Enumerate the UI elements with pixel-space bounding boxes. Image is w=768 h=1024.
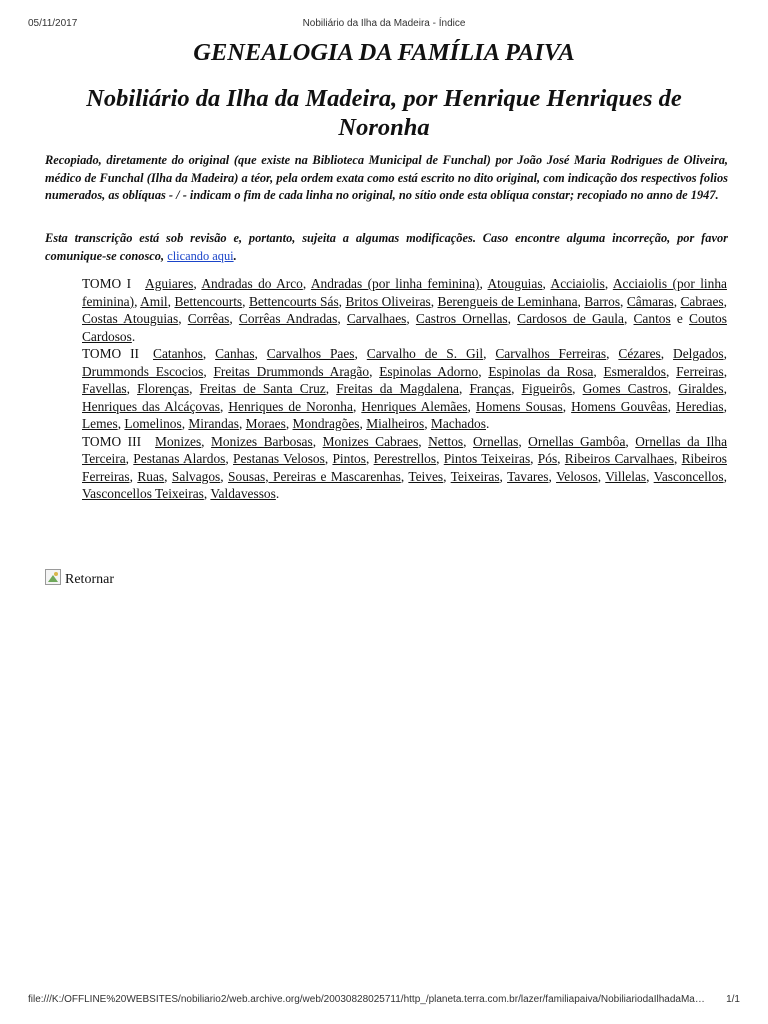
family-link[interactable]: Henriques de Noronha — [228, 398, 353, 414]
family-link[interactable]: Velosos — [556, 468, 598, 484]
tomo-label: TOMO I — [82, 276, 132, 291]
family-link[interactable]: Cantos — [633, 311, 671, 326]
family-link[interactable]: Cézares — [618, 346, 661, 361]
family-link[interactable]: Canhas — [215, 346, 255, 361]
tomo-label: TOMO III — [82, 433, 142, 449]
family-link[interactable]: Villelas — [605, 468, 647, 484]
family-link[interactable]: Mondragões — [292, 416, 360, 431]
family-link[interactable]: Giraldes — [678, 381, 724, 396]
family-link[interactable]: Acciaiolis (por linha feminina) — [82, 276, 727, 309]
family-link[interactable]: Ornellas — [472, 433, 519, 449]
family-link[interactable]: Carvalhaes — [346, 311, 407, 326]
family-link[interactable]: Mirandas — [188, 416, 239, 431]
family-link[interactable]: Freitas de Santa Cruz — [199, 381, 326, 396]
tomo-index — [82, 275, 727, 503]
tomo-label: TOMO II — [82, 346, 140, 361]
family-link[interactable]: Espinolas Adorno — [379, 363, 479, 379]
revision-notice-end: . — [233, 248, 237, 263]
print-url: file:///K:/OFFLINE%20WEBSITES/nobiliario2/web.archive.org/web/20030828025711/http_/planeta.terra.com.br/lazer/familiapaiva/NobiliariodaIlhadaMa… — [28, 994, 705, 1005]
family-link[interactable]: Bettencourts — [174, 293, 243, 309]
family-link[interactable]: Tavares — [507, 468, 549, 484]
family-link[interactable]: Castros Ornellas — [415, 311, 508, 326]
family-link[interactable]: Ribeiros Ferreiras — [82, 451, 727, 484]
page-title: GENEALOGIA DA FAMÍLIA PAIVA — [193, 39, 575, 66]
family-link[interactable]: Gomes Castros — [582, 381, 668, 396]
family-link[interactable]: Esmeraldos — [603, 363, 666, 379]
family-link[interactable]: Espinolas da Rosa — [488, 363, 594, 379]
family-link[interactable]: Britos Oliveiras — [345, 293, 431, 309]
family-link[interactable]: Teixeiras — [450, 468, 500, 484]
family-link[interactable]: Perestrellos — [373, 451, 437, 466]
family-link[interactable]: Salvagos — [171, 468, 221, 484]
family-link[interactable]: Pestanas Alardos — [133, 451, 226, 466]
tomo-block: TOMO II Catanhos, Canhas, Carvalhos Paes, Carvalho de S. Gil, Carvalhos Ferreiras, Cézares, Delgados, Drummonds Escocios, Freitas Drummonds Aragão, Espinolas Adorno, Espinolas da Rosa, Esmeraldos, Ferreiras, Favellas, Florenças, Freitas de Santa Cruz, Freitas da Magdalena, Franças, Figueirôs, Gomes Castros, Giraldes, Henriques das Alcáçovas, Henriques de Noronha, Henriques Alemães, Homens Sousas, Homens Gouvêas, Heredias, Lemes, Lomelinos, Mirandas, Moraes, Mondragões, Mialheiros, Machados. — [82, 346, 728, 431]
family-link[interactable]: Andradas do Arco — [201, 276, 303, 291]
family-link[interactable]: Catanhos — [153, 346, 203, 361]
family-link[interactable]: Lomelinos — [124, 416, 182, 431]
family-link[interactable]: Sousas, Pereiras e Mascarenhas — [228, 468, 401, 484]
family-link[interactable]: Heredias — [676, 398, 724, 414]
page-subtitle: Nobiliário da Ilha da Madeira, por Henrique Henriques de Noronha — [86, 85, 682, 141]
family-link[interactable]: Freitas Drummonds Aragão — [213, 363, 370, 379]
broken-image-icon[interactable] — [45, 569, 61, 585]
print-page-number: 1/1 — [726, 994, 740, 1005]
retornar-link[interactable] — [45, 572, 114, 588]
family-link[interactable]: Drummonds Escocios — [82, 363, 204, 379]
family-link[interactable]: Câmaras — [626, 293, 674, 309]
family-link[interactable]: Henriques das Alcáçovas — [82, 398, 220, 414]
family-link[interactable]: Pintos Teixeiras — [443, 451, 531, 466]
family-link[interactable]: Nettos — [428, 433, 464, 449]
contact-link[interactable]: clicando aqui — [167, 248, 234, 263]
revision-notice-text: Esta transcrição está sob revisão e, portanto, sujeita a algumas modificações. Caso encontre alguma incorreção, por favor comunique-se conosco, — [45, 231, 728, 263]
print-page-title: Nobiliário da Ilha da Madeira - Índice — [302, 18, 466, 29]
print-header — [28, 18, 740, 32]
family-link[interactable]: Carvalhos Paes — [266, 346, 355, 361]
family-link[interactable]: Carvalhos Ferreiras — [495, 346, 607, 361]
family-link[interactable]: Corrêas Andradas — [238, 311, 338, 326]
family-link[interactable]: Andradas (por linha feminina) — [310, 276, 480, 291]
family-link[interactable]: Costas Atouguias — [82, 311, 179, 326]
family-link[interactable]: Favellas — [82, 381, 127, 396]
family-link[interactable]: Carvalho de S. Gil — [366, 346, 484, 361]
family-link[interactable]: Freitas da Magdalena — [336, 381, 459, 396]
family-link[interactable]: Ornellas da Ilha Terceira — [82, 433, 728, 466]
family-link[interactable]: Mialheiros — [366, 416, 425, 431]
family-link[interactable]: Cabraes — [680, 293, 724, 309]
family-link[interactable]: Franças — [469, 381, 512, 396]
print-date: 05/11/2017 — [28, 18, 78, 29]
family-link[interactable]: Pós — [537, 451, 558, 466]
family-link[interactable]: Homens Sousas — [475, 398, 563, 414]
family-link[interactable]: Corrêas — [187, 311, 230, 326]
family-link[interactable]: Figueirôs — [521, 381, 573, 396]
family-link[interactable]: Acciaiolis — [550, 276, 605, 291]
family-link[interactable]: Monizes — [155, 433, 202, 449]
family-link[interactable]: Coutos Cardosos — [82, 311, 727, 344]
family-link[interactable]: Henriques Alemães — [361, 398, 468, 414]
family-link[interactable]: Delgados — [673, 346, 724, 361]
family-link[interactable]: Vasconcellos Teixeiras — [82, 486, 204, 501]
family-link[interactable]: Monizes Cabraes — [322, 433, 419, 449]
family-link[interactable]: Homens Gouvêas — [571, 398, 668, 414]
family-link[interactable]: Monizes Barbosas — [211, 433, 313, 449]
family-link[interactable]: Amil — [140, 293, 168, 309]
family-link[interactable]: Ribeiros Carvalhaes — [564, 451, 674, 466]
intro-paragraph: Recopiado, diretamente do original (que existe na Biblioteca Municipal de Funchal) por João José Maria Rodrigues de Oliveira, médico de Funchal (Ilha da Madeira) a téor, pela ordem exata como está escrito no dito original, com indicação dos respectivos folios numerados, as oblíquas - / - indicam o fim de cada linha no original, no sítio onde esta oblíqua constar; recopiado no anno de 1947. — [45, 153, 728, 202]
family-link[interactable]: Vasconcellos — [653, 468, 724, 484]
family-link[interactable]: Teives — [408, 468, 444, 484]
family-link[interactable]: Valdavessos — [210, 486, 276, 501]
tomo-block: TOMO I Aguiares, Andradas do Arco, Andradas (por linha feminina), Atouguias, Acciaiolis, Acciaiolis (por linha feminina), Amil, Bettencourts, Bettencourts Sás, Britos Oliveiras, Berengueis de Leminhana, Barros, Câmaras, Cabraes, Costas Atouguias, Corrêas, Corrêas Andradas, Carvalhaes, Castros Ornellas, Cardosos de Gaula, Cantos e Coutos Cardosos. — [82, 276, 727, 344]
family-link[interactable]: Pestanas Velosos — [233, 451, 325, 466]
family-link[interactable]: Moraes — [245, 416, 286, 431]
retornar-label[interactable]: Retornar — [65, 572, 114, 587]
family-link[interactable]: Ornellas Gambôa — [528, 433, 626, 449]
family-link[interactable]: Lemes — [82, 416, 118, 431]
family-link[interactable]: Bettencourts Sás — [248, 293, 339, 309]
family-link[interactable]: Ferreiras — [676, 363, 724, 379]
family-link[interactable]: Ruas — [137, 468, 165, 484]
family-link[interactable]: Aguiares — [145, 276, 194, 291]
family-link[interactable]: Berengueis de Leminhana — [437, 293, 578, 309]
tomo-block: TOMO III Monizes, Monizes Barbosas, Monizes Cabraes, Nettos, Ornellas, Ornellas Gambôa, Ornellas da Ilha Terceira, Pestanas Alardos, Pestanas Velosos, Pintos, Perestrellos, Pintos Teixeiras, Pós, Ribeiros Carvalhaes, Ribeiros Ferreiras, Ruas, Salvagos, Sousas, Pereiras e Mascarenhas, Teives, Teixeiras, Tavares, Velosos, Villelas, Vasconcellos, Vasconcellos Teixeiras, Valdavessos. — [82, 433, 728, 501]
family-link[interactable]: Barros — [584, 293, 621, 309]
family-link[interactable]: Pintos — [332, 451, 366, 466]
family-link[interactable]: Florenças — [137, 381, 190, 396]
revision-notice — [45, 230, 728, 265]
family-link[interactable]: Atouguias — [487, 276, 543, 291]
print-footer — [28, 994, 740, 1008]
family-link[interactable]: Machados — [430, 416, 486, 431]
family-link[interactable]: Cardosos de Gaula — [517, 311, 624, 326]
